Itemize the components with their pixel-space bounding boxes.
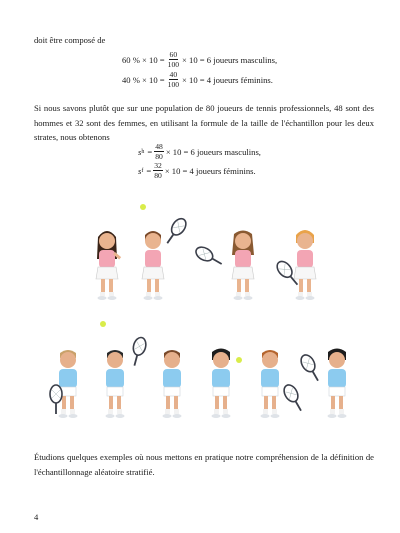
equation-rhs: × 10 = 4 joueurs féminins. [182,74,273,85]
male-player-4 [212,349,243,419]
equation-rhs: × 10 = 4 joueurs féminins. [164,165,256,176]
paragraph-population: Si nous savons plutôt que sur une population de 80 joueurs de tennis professionnels, 48 sont des hommes et 32 sont des femmes, en utilisant la formule de la taille de l'échantillon pour les deux strates, nous obtenons [34,103,374,142]
male-player-2 [100,321,148,418]
numerator: 32 [154,161,162,170]
variable-subscript: h [141,148,145,155]
female-player-4 [274,230,316,300]
intro-line: doit être composé de [34,35,106,45]
male-player-1 [50,350,78,418]
equation-lhs: 40 % × 10 = [122,74,165,85]
denominator: 100 [167,80,180,89]
variable: s [138,165,142,176]
male-player-3 [163,350,182,418]
equals-sign: = [146,165,152,176]
male-player-6 [298,349,346,419]
numerator: 60 [169,50,178,59]
female-player-1 [96,231,121,300]
equation-lhs: 60 % × 10 = [122,54,165,65]
equation-rhs: × 10 = 6 joueurs masculins, [182,54,278,65]
closing-paragraph: Étudions quelques exemples où nous mettons en pratique notre compréhension de la définition de l'échantillonnage aléatoire stratifié. [34,452,374,477]
female-player-3 [194,231,254,301]
female-player-2 [140,204,189,300]
male-player-5 [261,350,307,418]
denominator: 80 [154,171,162,180]
variable-subscript: f [141,167,144,174]
equation-rhs: × 10 = 6 joueurs masculins, [165,146,261,157]
variable: s [138,146,142,157]
equals-sign: = [147,146,153,157]
denominator: 100 [167,60,180,69]
numerator: 48 [155,142,163,151]
page-number: 4 [34,512,39,522]
denominator: 80 [155,152,163,161]
numerator: 40 [169,70,178,79]
